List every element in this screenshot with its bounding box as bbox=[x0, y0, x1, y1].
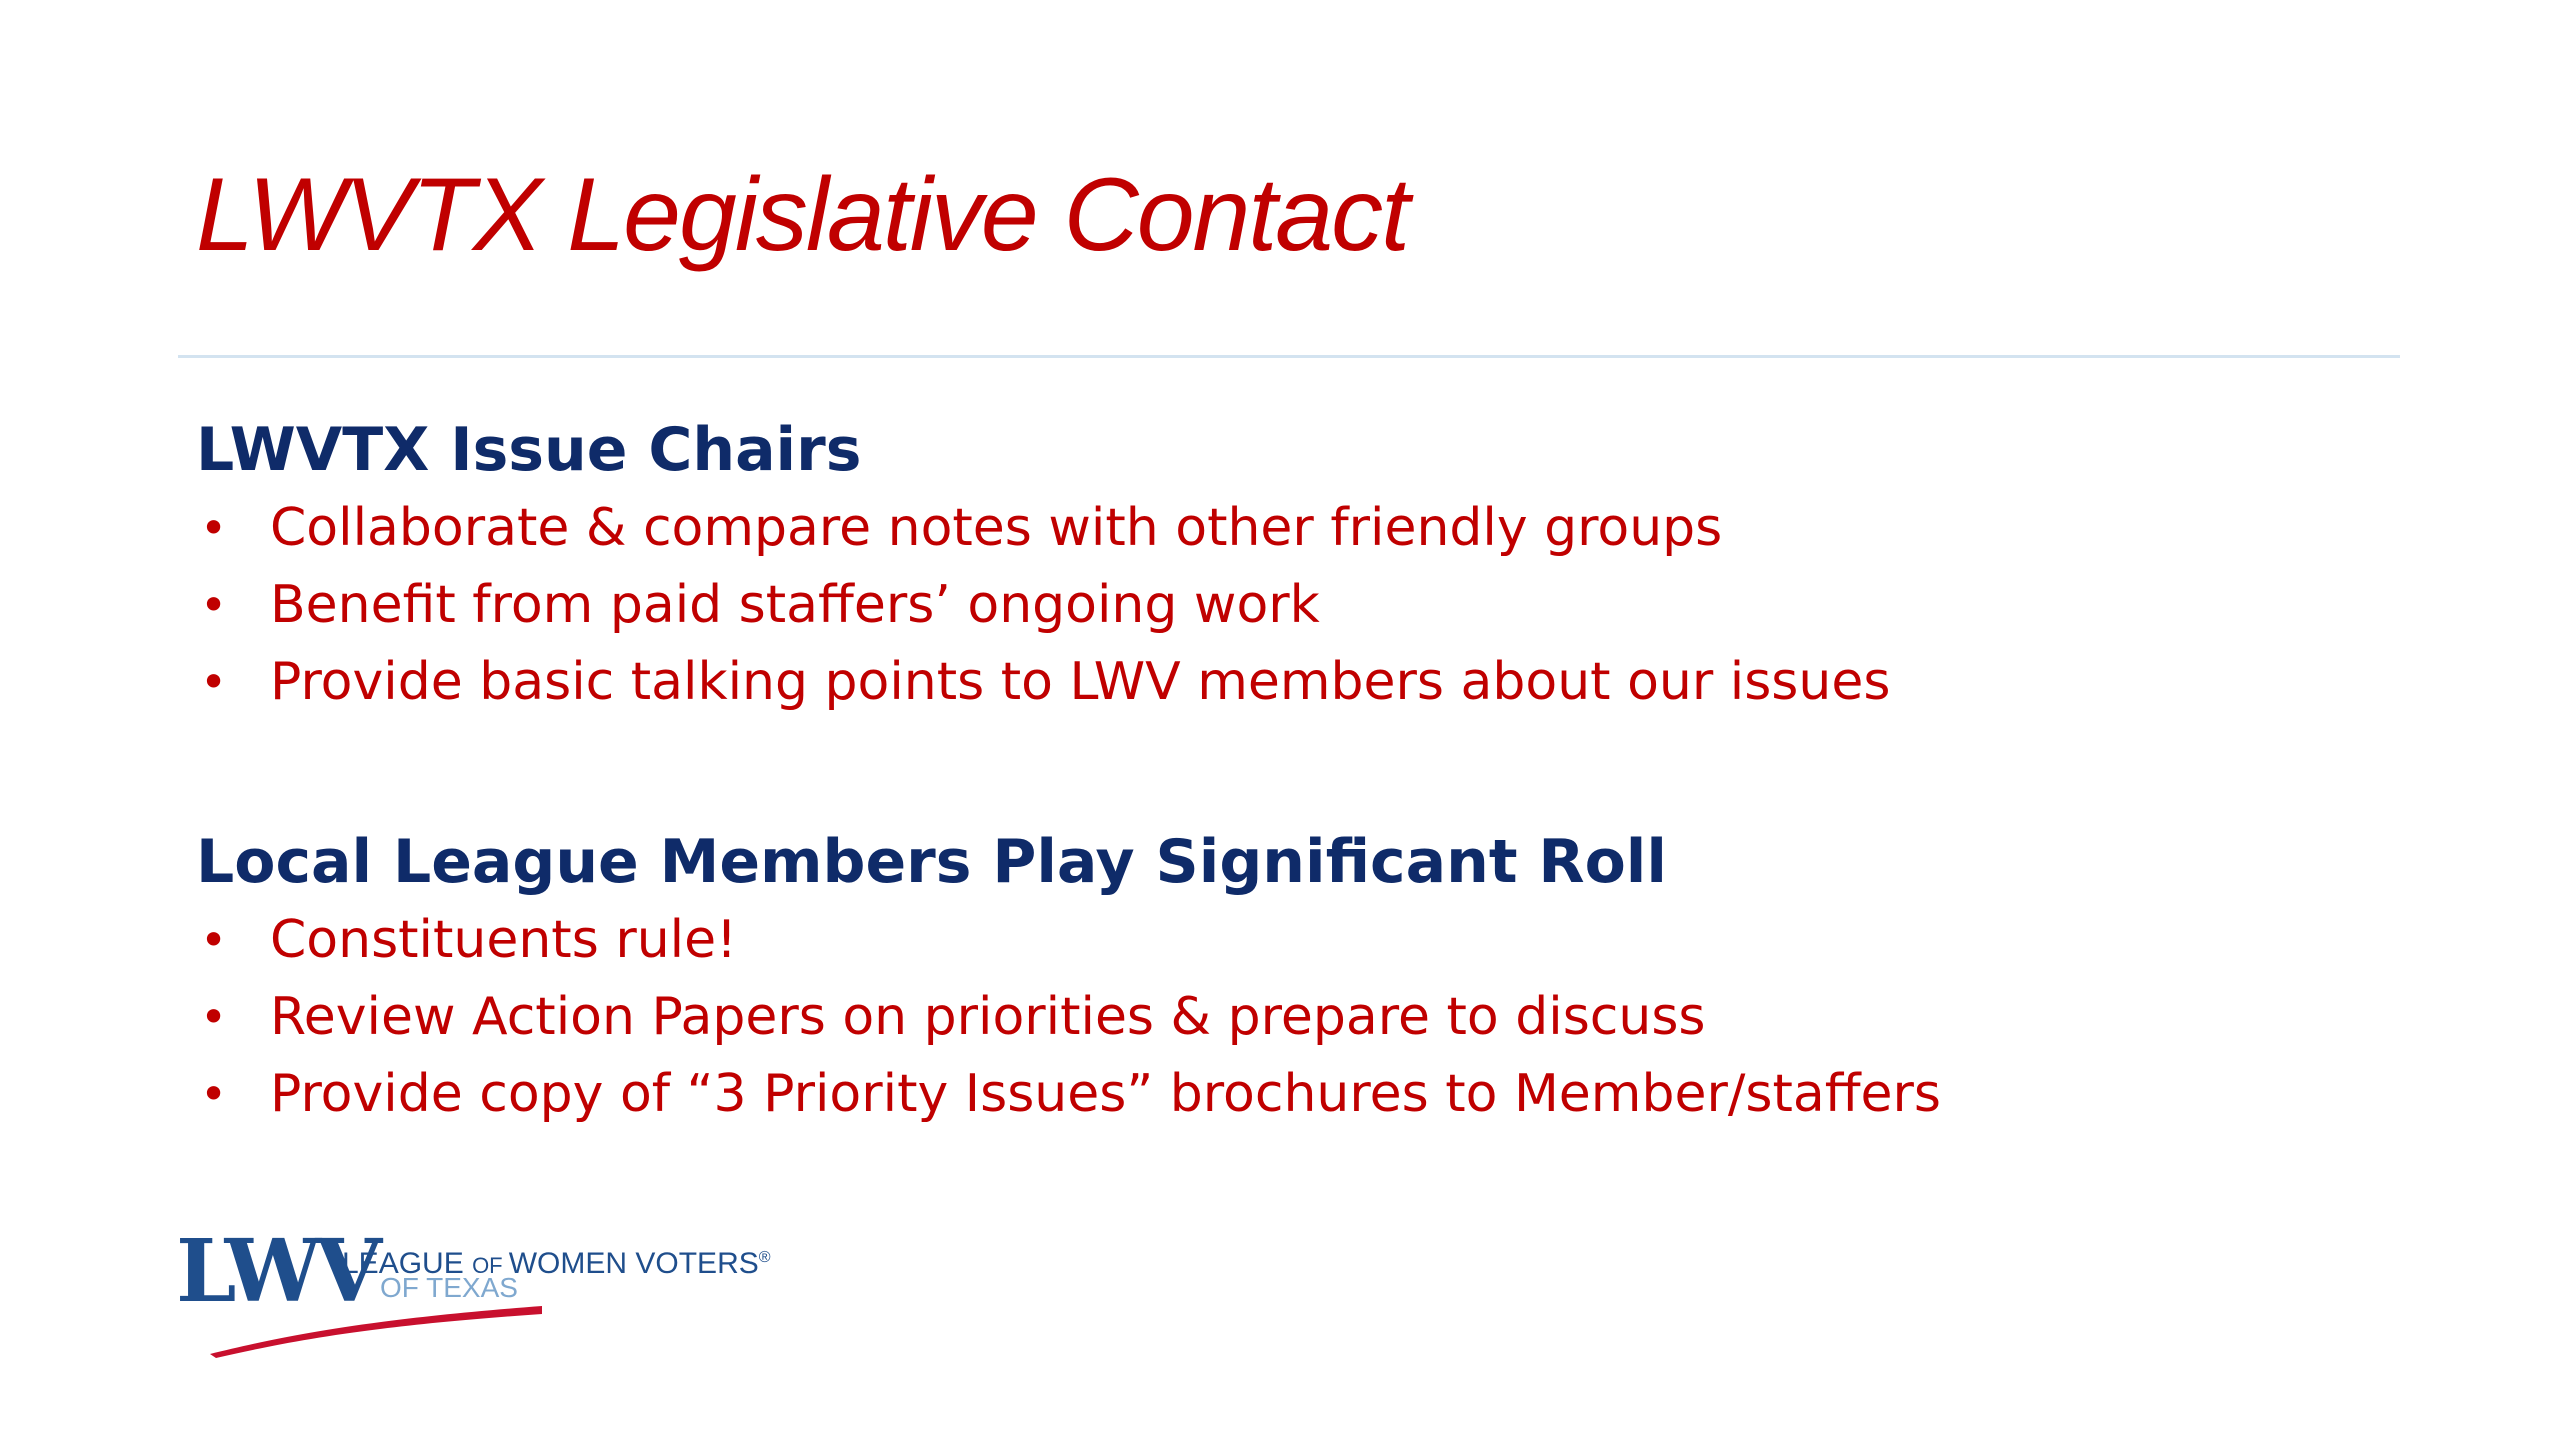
bullet-icon: • bbox=[200, 501, 228, 555]
section-issue-chairs bbox=[196, 410, 1890, 721]
bullet-text: Benefit from paid staffers’ ongoing work bbox=[270, 575, 1320, 635]
slide-title: LWVTX Legislative Contact bbox=[196, 157, 1409, 273]
bullet-item bbox=[196, 902, 1941, 979]
bullet-icon: • bbox=[200, 578, 228, 632]
logo-name-part: LEAGUE bbox=[342, 1247, 473, 1280]
logo-name-part: WOMEN VOTERS bbox=[508, 1247, 759, 1280]
bullet-text: Provide copy of “3 Priority Issues” brochures to Member/staffers bbox=[270, 1064, 1941, 1124]
bullet-icon: • bbox=[200, 913, 228, 967]
section-heading: Local League Members Play Significant Roll bbox=[196, 827, 1667, 897]
bullet-item bbox=[196, 644, 1890, 721]
lwv-texas-logo bbox=[176, 1221, 816, 1358]
bullet-item bbox=[196, 1056, 1941, 1133]
logo-letters: LWV bbox=[176, 1221, 376, 1322]
bullet-list bbox=[196, 490, 1890, 721]
bullet-icon: • bbox=[200, 655, 228, 709]
bullet-item bbox=[196, 490, 1890, 567]
section-local-league bbox=[196, 822, 1941, 1133]
bullet-list bbox=[196, 902, 1941, 1133]
bullet-item bbox=[196, 567, 1890, 644]
bullet-icon: • bbox=[200, 990, 228, 1044]
section-heading: LWVTX Issue Chairs bbox=[196, 415, 862, 485]
bullet-icon: • bbox=[200, 1067, 228, 1121]
bullet-text: Review Action Papers on priorities & prepare to discuss bbox=[270, 987, 1706, 1047]
logo-swoosh-icon bbox=[206, 1298, 546, 1358]
bullet-text: Collaborate & compare notes with other friendly groups bbox=[270, 498, 1723, 558]
title-divider bbox=[178, 355, 2400, 358]
bullet-text: Provide basic talking points to LWV members about our issues bbox=[270, 652, 1891, 712]
bullet-text: Constituents rule! bbox=[270, 910, 737, 970]
logo-state: OF TEXAS bbox=[380, 1272, 518, 1303]
logo-name-of: OF bbox=[472, 1253, 509, 1278]
bullet-item bbox=[196, 979, 1941, 1056]
registered-mark: ® bbox=[758, 1249, 771, 1266]
